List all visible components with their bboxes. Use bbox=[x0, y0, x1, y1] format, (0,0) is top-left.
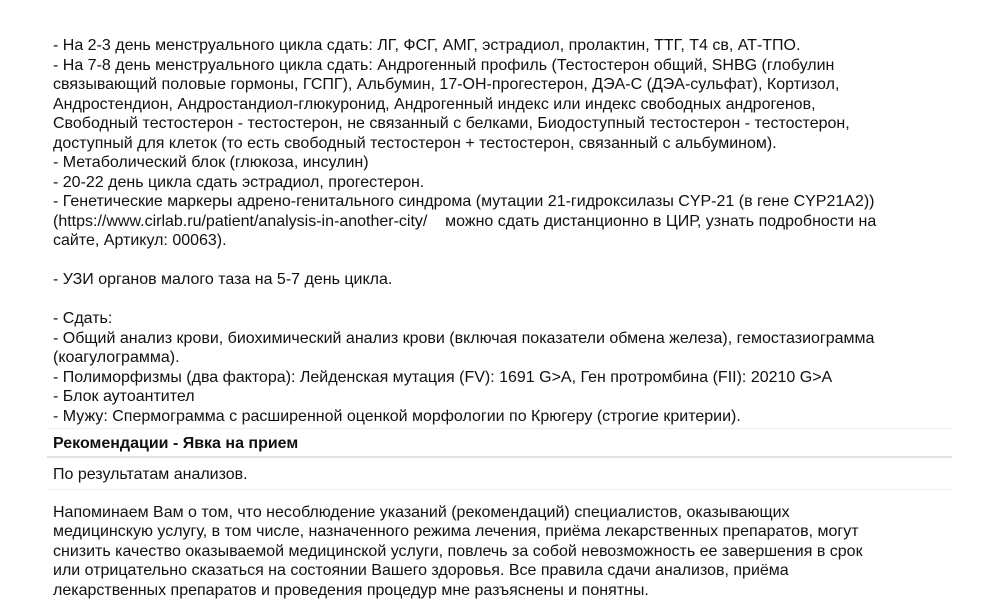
notice-line: Напоминаем Вам о том, что несоблюдение указаний (рекомендаций) специалистов, оказывающих bbox=[53, 503, 952, 523]
instruction-line: - Генетические маркеры адрено-генитального синдрома (мутации 21-гидроксилазы CYP-21 (в гене CYP21A2)) bbox=[53, 192, 952, 212]
notice-line: или отрицательно сказаться на состоянии Вашего здоровья. Все правила сдачи анализов, приёма bbox=[53, 561, 952, 581]
compliance-notice bbox=[47, 490, 952, 600]
instruction-line: - На 2-3 день менструального цикла сдать: ЛГ, ФСГ, АМГ, эстрадиол, пролактин, ТТГ, Т4 св, АТ-ТПО. bbox=[53, 36, 952, 56]
instruction-line: доступный для клеток (то есть свободный тестостерон + тестостерон, связанный с альбумином). bbox=[53, 134, 952, 154]
instruction-line: - Полиморфизмы (два фактора): Лейденская мутация (FV): 1691 G>A, Ген протромбина (FII): 20210 G>A bbox=[53, 368, 952, 388]
instruction-line-link: (https://www.cirlab.ru/patient/analysis-in-another-city/ можно сдать дистанционно в ЦИР, узнать подробности на bbox=[53, 212, 952, 232]
instruction-line: связывающий половые гормоны, ГСПГ), Альбумин, 17-ОН-прогестерон, ДЭА-С (ДЭА-сульфат), Кортизол, bbox=[53, 75, 952, 95]
recommendations-body: По результатам анализов. bbox=[47, 458, 952, 490]
blank-line bbox=[53, 290, 952, 310]
instruction-line: (коагулограмма). bbox=[53, 348, 952, 368]
instruction-line: - УЗИ органов малого таза на 5-7 день цикла. bbox=[53, 270, 952, 290]
medical-document bbox=[47, 36, 952, 600]
notice-line: снизить качество оказываемой медицинской услуги, повлечь за собой невозможность ее завершения в срок bbox=[53, 542, 952, 562]
instruction-line: - Общий анализ крови, биохимический анализ крови (включая показатели обмена железа), гемостазиограмма bbox=[53, 329, 952, 349]
instruction-line: Свободный тестостерон - тестостерон, не связанный с белками, Биодоступный тестостерон - тестостерон, bbox=[53, 114, 952, 134]
notice-line: лекарственных препаратов и проведения процедур мне разъяснены и понятны. bbox=[53, 581, 952, 600]
instruction-line: - Метаболический блок (глюкоза, инсулин) bbox=[53, 153, 952, 173]
instruction-line: - 20-22 день цикла сдать эстрадиол, прогестерон. bbox=[53, 173, 952, 193]
instruction-line: - Мужу: Спермограмма с расширенной оценкой морфологии по Крюгеру (строгие критерии). bbox=[53, 407, 952, 427]
instruction-line: - На 7-8 день менструального цикла сдать: Андрогенный профиль (Тестостерон общий, SHBG (глобулин bbox=[53, 56, 952, 76]
recommendations-header: Рекомендации - Явка на прием bbox=[47, 429, 952, 458]
instruction-line: Андростендион, Андростандиол-глюкуронид, Андрогенный индекс или индекс свободных андрогенов, bbox=[53, 95, 952, 115]
instructions-block bbox=[47, 36, 952, 426]
instruction-line: - Сдать: bbox=[53, 309, 952, 329]
blank-line bbox=[53, 251, 952, 271]
instruction-line: сайте, Артикул: 00063). bbox=[53, 231, 952, 251]
notice-line: медицинскую услугу, в том числе, назначенного режима лечения, приёма лекарственных препаратов, могут bbox=[53, 522, 952, 542]
instruction-line: - Блок аутоантител bbox=[53, 387, 952, 407]
